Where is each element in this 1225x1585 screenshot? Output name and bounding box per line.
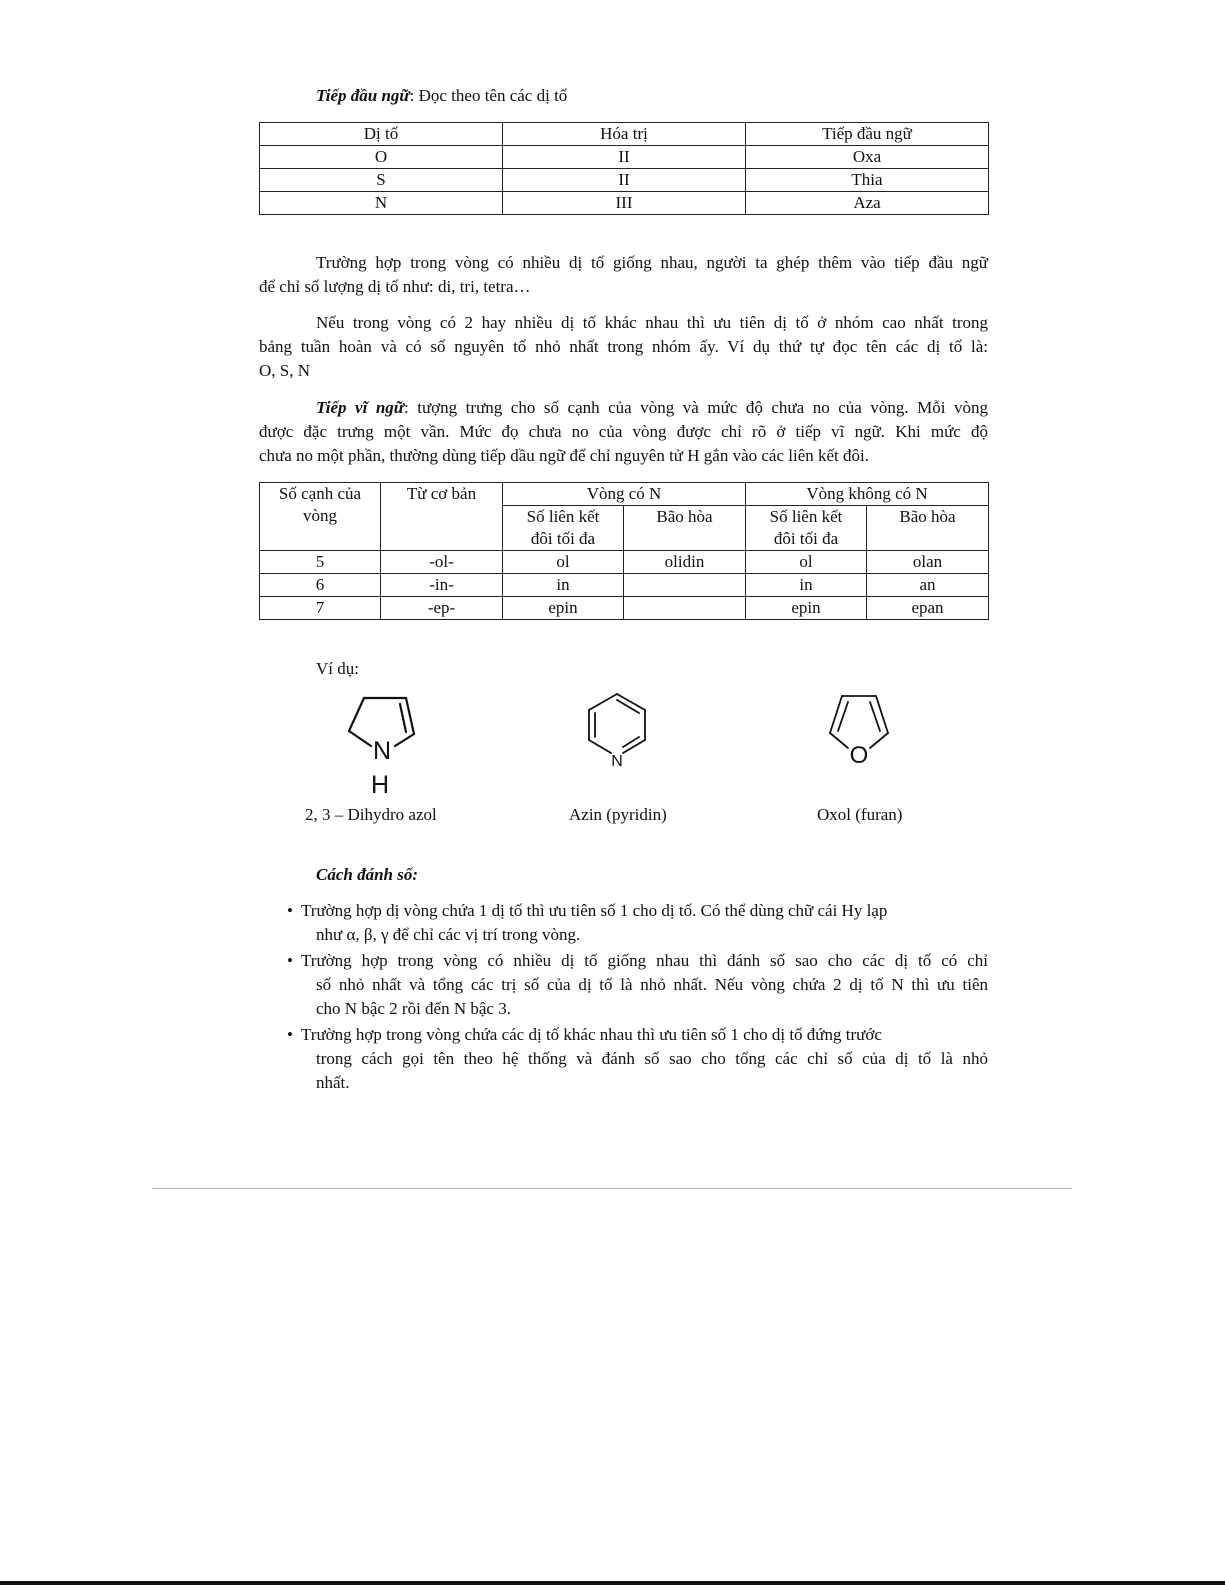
table-row: [260, 146, 989, 169]
prefix-heading-label: Tiếp đầu ngữ: [316, 86, 410, 105]
list-item-line: Trường hợp trong vòng có nhiều dị tố giống nhau thì đánh số sao cho các dị tố có chỉ: [301, 951, 988, 970]
example-caption: Oxol (furan): [817, 805, 903, 824]
bullet-icon: •: [287, 901, 293, 920]
table-cell: [624, 597, 746, 620]
header-text: Số cạnh của: [278, 484, 362, 503]
list-item-line: nhất.: [316, 1073, 350, 1092]
paragraph-text: bảng tuần hoàn và có số nguyên tố nhỏ nhất trong nhóm ấy. Ví dụ thứ tự đọc tên các dị tố là:: [259, 337, 988, 356]
list-item-line: cho N bậc 2 rồi đến N bậc 3.: [316, 999, 511, 1018]
page-divider: [152, 1188, 1072, 1189]
suffix-paragraph-line-1: [316, 396, 988, 420]
table-cell: 7: [260, 597, 381, 620]
table-header: Hóa trị: [503, 123, 746, 146]
table-cell: O: [260, 146, 503, 169]
table-cell: -ol-: [381, 551, 503, 574]
suffix-text: : tượng trưng cho số cạnh của vòng và mức độ chưa no của vòng. Mỗi vòng: [403, 398, 988, 417]
numbering-heading: Cách đánh số:: [316, 865, 419, 884]
oxygen-atom: O: [849, 742, 869, 769]
table-cell: [624, 574, 746, 597]
list-item-line: Trường hợp trong vòng chứa các dị tố khác nhau thì ưu tiên số 1 cho dị tố đứng trước: [301, 1025, 882, 1044]
table-cell: 6: [260, 574, 381, 597]
table-cell: II: [503, 169, 746, 192]
table-cell: epin: [746, 597, 867, 620]
table-header: Bão hòa: [624, 506, 746, 551]
table-row: [260, 597, 989, 620]
table-cell: III: [503, 192, 746, 215]
table-header: Dị tố: [260, 123, 503, 146]
nitrogen-atom: N: [611, 753, 623, 770]
table-cell: 5: [260, 551, 381, 574]
list-item-line: như α, β, γ để chỉ các vị trí trong vòng.: [316, 925, 581, 944]
table-row: [260, 123, 989, 146]
table-cell: epan: [867, 597, 989, 620]
table-cell: -ep-: [381, 597, 503, 620]
table-header: Tiếp đầu ngữ: [746, 123, 989, 146]
table-header: Vòng có N: [503, 483, 746, 506]
suffix-paragraph-line-2: [259, 420, 988, 444]
table-header: [503, 506, 624, 551]
table-row: [260, 551, 989, 574]
paragraph-text: [316, 396, 988, 420]
table-cell: ol: [746, 551, 867, 574]
table-cell: N: [260, 192, 503, 215]
table-cell: olidin: [624, 551, 746, 574]
paragraph-2-line-3: O, S, N: [259, 361, 311, 380]
suffix-table: [259, 482, 989, 620]
paragraph-text: Trường hợp trong vòng có nhiều dị tố giống nhau, người ta ghép thêm vào tiếp đầu ngữ: [316, 253, 988, 272]
list-item: [287, 899, 988, 947]
dihydro-azol-structure: [340, 690, 430, 805]
paragraph-text: được đặc trưng một vần. Mức đọ chưa no của vòng được chỉ rõ ở tiếp vĩ ngữ. Khi mức độ: [259, 422, 988, 441]
paragraph-2-line-1: [316, 311, 988, 335]
example-caption: Azin (pyridin): [569, 805, 667, 824]
table-cell: II: [503, 146, 746, 169]
table-cell: epin: [503, 597, 624, 620]
table-row: [260, 574, 989, 597]
table-cell: Thia: [746, 169, 989, 192]
prefix-heading: [316, 84, 567, 108]
prefix-heading-text: : Đọc theo tên các dị tố: [409, 86, 568, 105]
table-cell: S: [260, 169, 503, 192]
table-cell: in: [746, 574, 867, 597]
header-text: đôi tối đa: [773, 529, 839, 548]
table-header: [746, 506, 867, 551]
list-item: [287, 1023, 988, 1095]
table-cell: Aza: [746, 192, 989, 215]
hydrogen-atom: H: [370, 771, 390, 799]
paragraph-1-line-1: [316, 251, 988, 275]
examples-label: Ví dụ:: [316, 659, 359, 678]
header-text: Số liên kết: [769, 507, 843, 526]
table-row: [260, 192, 989, 215]
example-caption: 2, 3 – Dihydro azol: [305, 805, 437, 824]
paragraph-text: Nếu trong vòng có 2 hay nhiều dị tố khác nhau thì ưu tiên dị tố ở nhóm cao nhất trong: [316, 313, 988, 332]
bullet-icon: •: [287, 951, 293, 970]
table-header: Vòng không có N: [746, 483, 989, 506]
list-item-line: Trường hợp dị vòng chứa 1 dị tố thì ưu tiên số 1 cho dị tố. Có thể dùng chữ cái Hy lạp: [301, 901, 888, 920]
furan-structure: [826, 690, 896, 775]
table-header: [260, 483, 381, 551]
table-cell: olan: [867, 551, 989, 574]
table-cell: Oxa: [746, 146, 989, 169]
paragraph-1-line-2: để chỉ số lượng dị tố như: di, tri, tetra…: [259, 277, 531, 296]
table-cell: ol: [503, 551, 624, 574]
suffix-label: Tiếp vĩ ngữ: [316, 398, 404, 417]
suffix-paragraph-line-3: chưa no một phần, thường dùng tiếp dầu ngữ để chỉ nguyên tử H gắn vào các liên kết đôi.: [259, 446, 870, 465]
table-header: Từ cơ bản: [381, 483, 503, 551]
prefix-table: [259, 122, 989, 215]
table-row: [260, 483, 989, 506]
table-cell: in: [503, 574, 624, 597]
list-item-line: trong cách gọi tên theo hệ thống và đánh số sao cho tổng các chỉ số của dị tố là nhỏ: [316, 1049, 988, 1068]
bottom-border: [0, 1581, 1225, 1585]
nitrogen-atom: N: [372, 737, 392, 765]
pyridine-structure: [585, 690, 655, 775]
bullet-icon: •: [287, 1025, 293, 1044]
paragraph-2-line-2: [259, 335, 988, 359]
table-header: Bão hòa: [867, 506, 989, 551]
header-text: vòng: [303, 506, 337, 525]
header-text: đôi tối đa: [530, 529, 596, 548]
header-text: Số liên kết: [526, 507, 600, 526]
table-cell: -in-: [381, 574, 503, 597]
table-row: [260, 169, 989, 192]
table-cell: an: [867, 574, 989, 597]
list-item: [287, 949, 988, 1021]
list-item-line: số nhỏ nhất và tổng các trị số của dị tố là nhỏ nhất. Nếu vòng chứa 2 dị tố N thì ưu tiên: [316, 975, 988, 994]
